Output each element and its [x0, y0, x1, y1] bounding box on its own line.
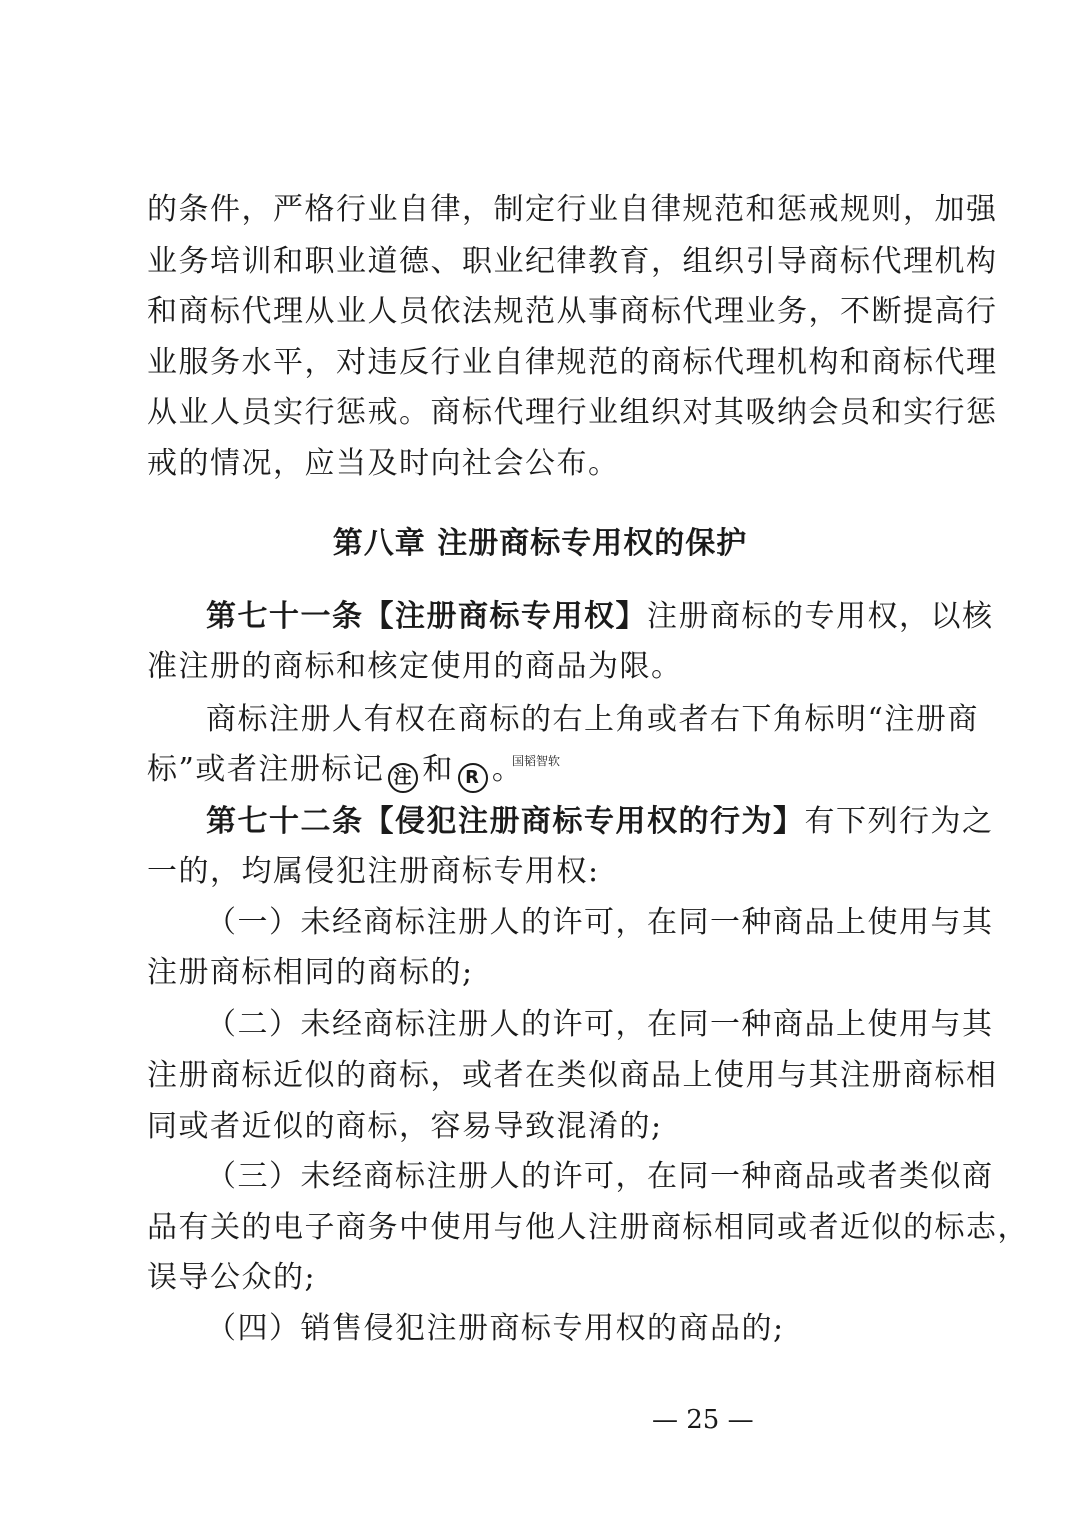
list-item-line: （二）未经商标注册人的许可，在同一种商品上使用与其: [206, 1007, 994, 1042]
article-71-para2-text-c: 。: [491, 752, 524, 787]
watermark: 国韬智软: [512, 754, 561, 768]
article-72-line-2: 一的，均属侵犯注册商标专用权:: [147, 854, 600, 889]
article-71-line-2: 准注册的商标和核定使用的商品为限。: [147, 649, 683, 684]
page-number: — 25 —: [652, 1405, 754, 1435]
list-item-line: （三）未经商标注册人的许可，在同一种商品或者类似商: [206, 1159, 994, 1194]
paragraph-line: 戒的情况，应当及时向社会公布。: [147, 446, 620, 481]
registered-mark-zhu-icon: 注: [388, 763, 418, 793]
paragraph-line: 业务培训和职业道德、职业纪律教育，组织引导商标代理机构: [147, 244, 998, 279]
list-item-line: 误导公众的;: [147, 1260, 317, 1295]
article-71-para2-text-b: 和: [422, 752, 454, 787]
list-item-line: 品有关的电子商务中使用与他人注册商标相同或者近似的标志，: [147, 1210, 1029, 1245]
article-71-line-1: [206, 597, 994, 637]
article-71-para2-line-1: 商标注册人有权在商标的右上角或者右下角标明“注册商: [206, 702, 979, 737]
article-71-para2-text-a: 标”或者注册标记: [147, 752, 385, 787]
article-71-heading: 第七十一条【注册商标专用权】: [206, 599, 647, 634]
article-72-heading: 第七十二条【侵犯注册商标专用权的行为】: [206, 804, 805, 839]
paragraph-line: 和商标代理从业人员依法规范从事商标代理业务，不断提高行: [147, 294, 998, 329]
article-72-text: 有下列行为之: [804, 804, 994, 839]
paragraph-line: 业服务水平，对违反行业自律规范的商标代理机构和商标代理: [147, 345, 998, 380]
list-item-line: 注册商标相同的商标的;: [147, 955, 474, 990]
list-item-line: （四）销售侵犯注册商标专用权的商品的;: [206, 1311, 785, 1346]
paragraph-line: 从业人员实行惩戒。商标代理行业组织对其吸纳会员和实行惩: [147, 395, 998, 430]
article-72-line-1: [206, 802, 994, 842]
chapter-title: 第八章 注册商标专用权的保护: [332, 526, 748, 561]
list-item-line: 同或者近似的商标，容易导致混淆的;: [147, 1109, 663, 1144]
list-item-line: （一）未经商标注册人的许可，在同一种商品上使用与其: [206, 905, 994, 940]
paragraph-line: 的条件，严格行业自律，制定行业自律规范和惩戒规则，加强: [147, 192, 998, 227]
article-71-text: 注册商标的专用权，以核: [647, 599, 994, 634]
registered-mark-r-icon: R: [458, 763, 488, 793]
list-item-line: 注册商标近似的商标，或者在类似商品上使用与其注册商标相: [147, 1058, 998, 1093]
